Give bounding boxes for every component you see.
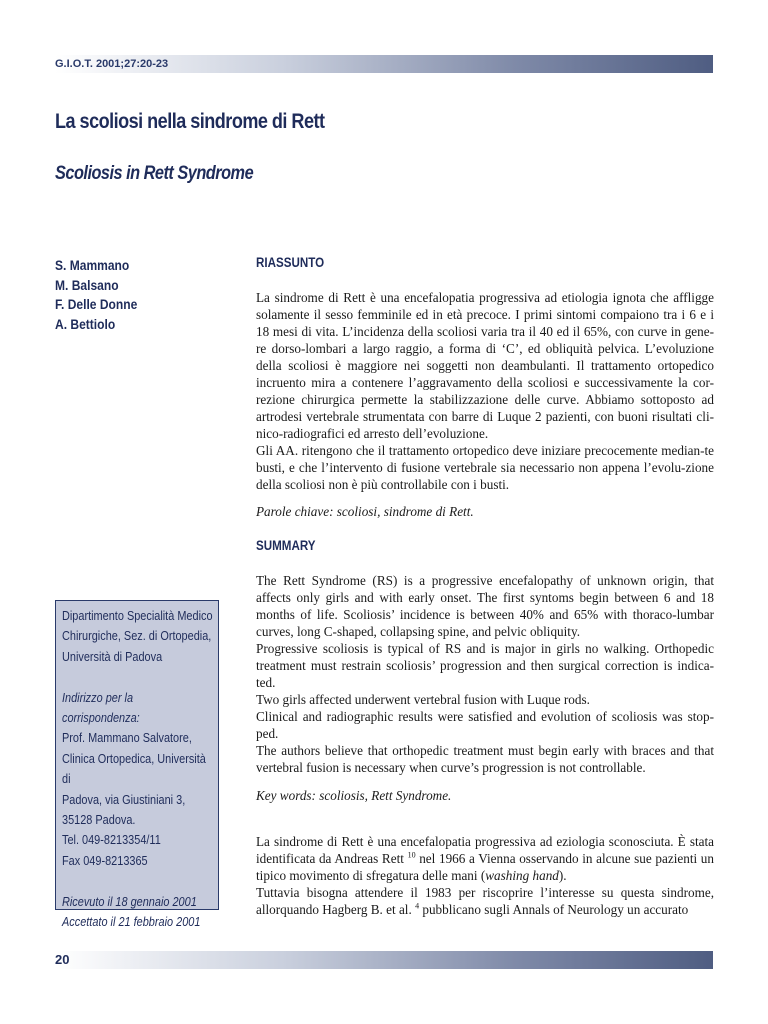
paragraph: The authors believe that orthopedic treatment must begin early with braces and that vertebral fusion is necessary when curve’s progression is not controllable. — [256, 743, 714, 775]
author: S. Mammano — [55, 257, 130, 273]
affiliation-box — [55, 600, 219, 930]
summary-heading: SUMMARY — [256, 538, 316, 553]
received-dates: Ricevuto il 18 gennaio 2001 Accettato il 21 febbraio 2001 — [62, 893, 201, 930]
correspondence: Indirizzo per la corrispondenza: Prof. Mammano Salvatore, Clinica Ortopedica, Università di Padova, via Giustiniani 3, 35128 Padova. Tel. 049-8213354/11 Fax 049-8213365 — [62, 689, 206, 868]
paragraph: Clinical and radiographic results were satisfied and evolution of scoliosis was stop-ped. — [256, 709, 714, 741]
article-title: La scoliosi nella sindrome di Rett — [55, 110, 325, 133]
footer-band — [55, 951, 713, 969]
paragraph: Two girls affected underwent vertebral fusion with Luque rods. — [256, 692, 590, 707]
paragraph: La sindrome di Rett è una encefalopatia progressiva ad eziologia sconosciuta. È stata identificata da Andreas Rett $^{10}$ nel 1966 a Vienna osservando in alcune sue pazienti un tipico movimento di sfregatura delle mani (washing hand). — [256, 834, 714, 883]
riassunto-keywords: Parole chiave: scoliosi, sindrome di Rett. — [256, 504, 474, 519]
author-list — [55, 256, 137, 334]
summary-body — [256, 572, 714, 776]
header-band — [55, 55, 713, 73]
intro-body — [256, 833, 714, 918]
riassunto-heading: RIASSUNTO — [256, 255, 325, 270]
citation-ref: 10 — [407, 850, 416, 860]
author: A. Bettiolo — [55, 315, 116, 332]
paragraph: Gli AA. ritengono che il trattamento ortopedico deve iniziare precocemente median-te busti, e che l’intervento di fusione vertebrale sia necessario non appena l’evolu-zione della scoliosi non è più controllabile con i busti. — [256, 443, 714, 492]
citation-ref: 4 — [415, 901, 420, 911]
journal-citation: G.I.O.T. 2001;27:20-23 — [55, 58, 169, 70]
department: Dipartimento Specialità Medico Chirurgiche, Sez. di Ortopedia, Università di Padova — [62, 608, 213, 664]
author: F. Delle Donne — [55, 296, 138, 312]
riassunto-body — [256, 289, 714, 493]
paragraph: The Rett Syndrome (RS) is a progressive encefalopathy of unknown origin, that affects only girls and with early onset. The first syntoms begin between 6 and 18 months of life. Scoliosis’ incidence is between 40% and 65% with thoraco-lumbar curves, long C-shaped, collapsing spine, and pelvic obliquity. — [256, 573, 714, 639]
page-number: 20 — [55, 952, 70, 967]
summary-keywords: Key words: scoliosis, Rett Syndrome. — [256, 788, 452, 803]
article-subtitle: Scoliosis in Rett Syndrome — [55, 163, 254, 184]
paragraph: Progressive scoliosis is typical of RS and is major in girls no walking. Orthopedic treatment must restrain scoliosis’ progression and then surgical correction is indica-ted. — [256, 641, 714, 690]
author: M. Balsano — [55, 276, 119, 293]
paragraph: Tuttavia bisogna attendere il 1983 per riscoprire l’interesse su questa sindrome, allorquando Hagberg B. et al. $^4$ pubblicano sugli Annals of Neurology un accurato — [256, 885, 714, 917]
paragraph: La sindrome di Rett è una encefalopatia progressiva ad etiologia ignota che affligge solamente il sesso femminile ed in età precoce. I primi sintomi compaiono tra i 6 e i 18 mesi di vita. L’incidenza della scoliosi varia tra il 40 ed il 65%, con curve in gene-re dorso-lombari a largo raggio, a forma di ‘C’, ed obliquità pelvica. L’evoluzione della scoliosi è maggiore nei soggetti non deambulanti. Il trattamento ortopedico incruento mira a contenere l’aggravamento della scoliosi e successivamente la cor-rezione chirurgica permette la stabilizzazione delle curve. Abbiamo sottoposto ad artrodesi vertebrale strumentata con barre di Luque 2 pazienti, con buoni risultati cli-nico-radiografici ed arresto dell’evoluzione. — [256, 290, 714, 441]
